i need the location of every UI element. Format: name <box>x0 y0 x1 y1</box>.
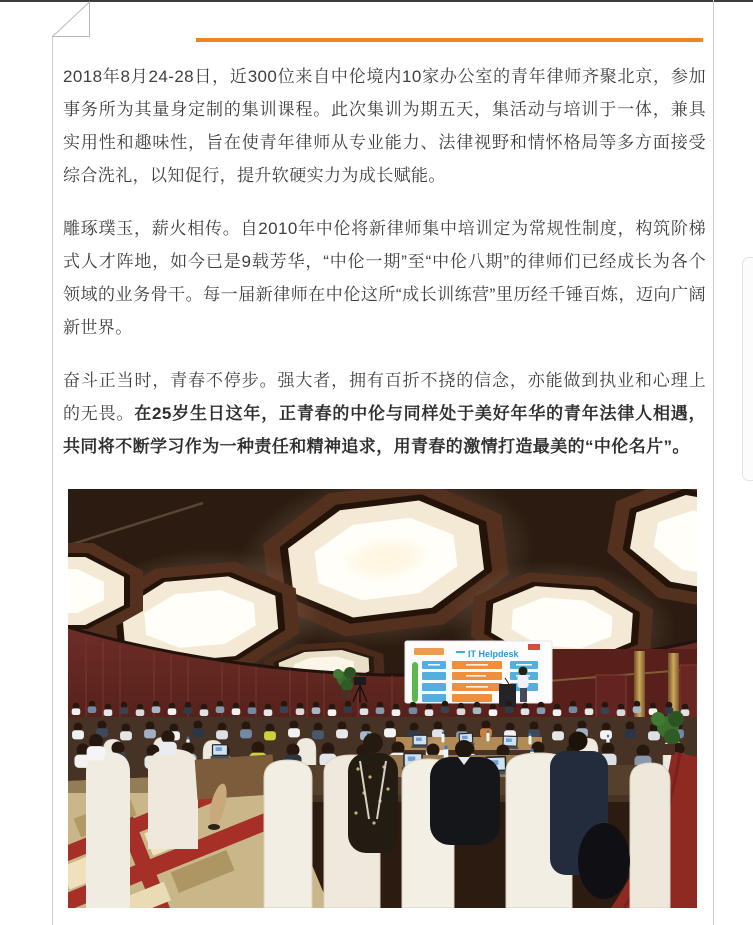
screen-logo <box>528 644 540 650</box>
paragraph-3-normal: 奋斗正当时，青春不停步。强大者，拥有百折不挠的信念，亦能做到执业和心理上的无畏。 <box>63 371 706 423</box>
paragraph-3 <box>63 364 706 463</box>
title-underline-divider <box>196 38 703 42</box>
paragraph-2: 雕琢璞玉，薪火相传。自2010年中伦将新律师集中培训定为常规性制度，构筑阶梯式人才阵地，如今已是9载芳华，“中伦一期”至“中伦八期”的律师们已经成长为各个领域的业务骨干。每一届新律师在中伦这所“成长训练营”里历经千锤百炼，迈向广阔新世界。 <box>63 219 706 337</box>
content-left-border <box>52 36 53 925</box>
article-body <box>63 60 706 483</box>
screen-green-bar <box>412 662 418 702</box>
page-top-border <box>0 0 753 2</box>
screen-title-text: IT Helpdesk <box>468 649 519 659</box>
conference-photo[interactable] <box>68 489 697 908</box>
presentation-screen <box>405 641 552 703</box>
page-fold-icon <box>52 1 92 39</box>
content-right-border <box>713 0 714 925</box>
floating-side-widget[interactable] <box>742 257 753 481</box>
paragraph-1: 2018年8月24-28日，近300位来自中伦境内10家办公室的青年律师齐聚北京，参加事务所为其量身定制的集训课程。此次集训为期五天，集活动与培训于一体，兼具实用性和趣味性，旨在使青年律师从专业能力、法律视野和情怀格局等多方面接受综合洗礼，以知促行，提升软硬实力为成长赋能。 <box>63 67 706 185</box>
screen-title-blur <box>414 648 444 655</box>
black-bag <box>578 823 630 899</box>
paragraph-3-bold: 在25岁生日这年，正青春的中伦与同样处于美好年华的青年法律人相遇，共同将不断学习作为一种责任和精神追求，用青春的激情打造最美的“中伦名片”。 <box>63 404 706 456</box>
conference-photo-art <box>68 489 697 908</box>
